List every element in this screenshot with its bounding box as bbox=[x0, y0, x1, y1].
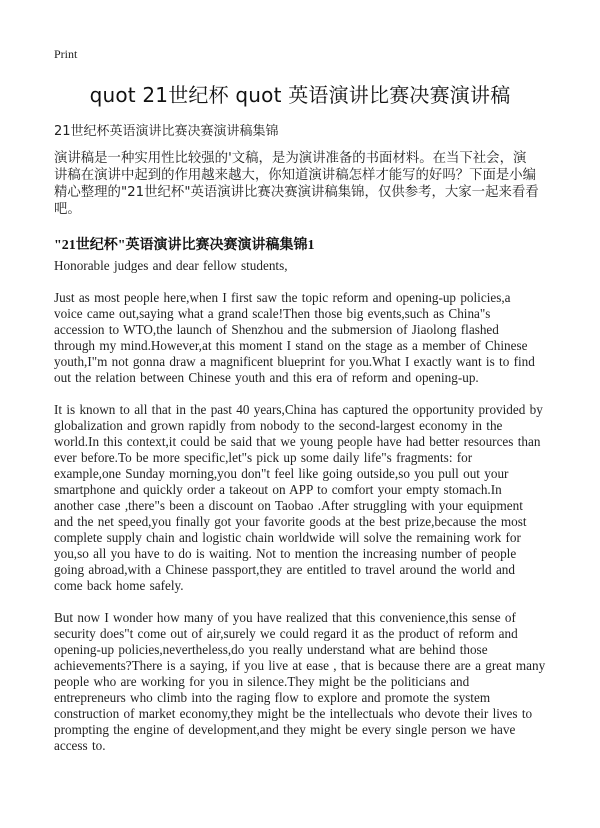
paragraph-line: another case ,there"s been a discount on Taobao .After struggling with your equipment bbox=[54, 498, 523, 513]
paragraph-line: voice came out,saying what a grand scale!Then those big events,such as China"s bbox=[54, 306, 491, 321]
greeting-line: Honorable judges and dear fellow students, bbox=[54, 258, 288, 273]
print-label[interactable]: Print bbox=[54, 47, 78, 61]
paragraph-line: come back home safely. bbox=[54, 578, 184, 593]
paragraph-line: youth,I"m not gonna draw a magnificent blueprint for you.What I exactly want is to find bbox=[54, 354, 535, 369]
intro-line: 精心整理的"21世纪杯"英语演讲比赛决赛演讲稿集锦，仅供参考，大家一起来看看 bbox=[54, 185, 539, 200]
paragraph-line: It is known to all that in the past 40 years,China has captured the opportunity provided by bbox=[54, 402, 543, 417]
greeting-paragraph bbox=[54, 258, 554, 274]
paragraph-line: you,so all you have to do is waiting. Not to mention the increasing number of people bbox=[54, 546, 517, 561]
speech-paragraph-1 bbox=[54, 290, 554, 386]
paragraph-line: prompting the engine of development,and they might be every single person we have bbox=[54, 722, 516, 737]
paragraph-line: globalization and grown rapidly from nobody to the second-largest economy in the bbox=[54, 418, 503, 433]
paragraph-line: out the relation between Chinese youth and this era of reform and opening-up. bbox=[54, 370, 479, 385]
paragraph-line: example,one Sunday morning,you don"t feel like going outside,so you pull out your bbox=[54, 466, 509, 481]
paragraph-line: ever before.To be more specific,let"s pick up some daily life"s fragments: for bbox=[54, 450, 473, 465]
paragraph-line: But now I wonder how many of you have realized that this convenience,this sense of bbox=[54, 610, 516, 625]
intro-paragraph bbox=[54, 150, 554, 218]
paragraph-line: construction of market economy,they might be the intellectuals who devote their lives to bbox=[54, 706, 533, 721]
paragraph-line: and the net speed,you finally got your favorite goods at the best prize,because the most bbox=[54, 514, 527, 529]
paragraph-line: smartphone and quickly order a takeout on APP to comfort your empty stomach.In bbox=[54, 482, 502, 497]
paragraph-line: complete supply chain and logistic chain worldwide will solve the remaining work for bbox=[54, 530, 521, 545]
intro-line: 吧。 bbox=[54, 202, 81, 217]
intro-line: 讲稿在演讲中起到的作用越来越大，你知道演讲稿怎样才能写的好吗？下面是小编 bbox=[54, 168, 537, 183]
speech-paragraph-2 bbox=[54, 402, 554, 594]
document-subtitle: 21世纪杯英语演讲比赛决赛演讲稿集锦 bbox=[54, 124, 279, 139]
intro-line: 演讲稿是一种实用性比较强的'文稿，是为演讲准备的书面材料。在当下社会，演 bbox=[54, 151, 527, 166]
paragraph-line: opening-up policies,nevertheless,do you really understand what are behind those bbox=[54, 642, 488, 657]
speech-paragraph-3 bbox=[54, 610, 554, 754]
paragraph-line: Just as most people here,when I first saw the topic reform and opening-up policies,a bbox=[54, 290, 511, 305]
paragraph-line: accession to WTO,the launch of Shenzhou and the submersion of Jiaolong flashed bbox=[54, 322, 499, 337]
paragraph-line: world.In this context,it could be said that we young people have had better resources than bbox=[54, 434, 541, 449]
paragraph-line: people who are working for you in silence.They might be the politicians and bbox=[54, 674, 470, 689]
paragraph-line: achievements?There is a saying, if you live at ease , that is because there are a great many bbox=[54, 658, 546, 673]
document-title: quot 21世纪杯 quot 英语演讲比赛决赛演讲稿 bbox=[89, 83, 511, 107]
section-heading: "21世纪杯"英语演讲比赛决赛演讲稿集锦1 bbox=[54, 238, 315, 253]
paragraph-line: entrepreneurs who climb into the raging flow to explore and promote the system bbox=[54, 690, 491, 705]
paragraph-line: going abroad,with a Chinese passport,they are entitled to travel around the world and bbox=[54, 562, 515, 577]
paragraph-line: security does"t come out of air,surely we could regard it as the product of reform and bbox=[54, 626, 518, 641]
paragraph-line: through my mind.However,at this moment I stand on the stage as a member of Chinese bbox=[54, 338, 528, 353]
paragraph-line: access to. bbox=[54, 738, 106, 753]
